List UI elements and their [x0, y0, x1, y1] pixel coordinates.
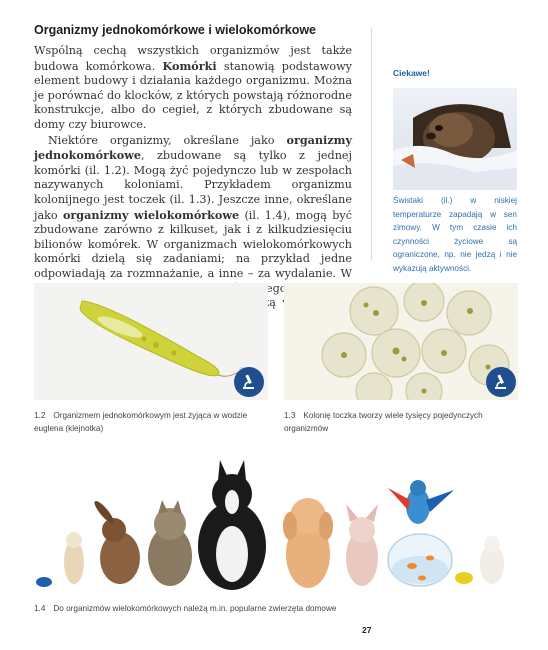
- sidebar-text: Świstaki (il.) w niskiej temperaturze zapadają w sen zimowy. W tym czasie ich czynności życiowe są ograniczone, np. nie jedzą i nie wykazują aktywności.: [393, 196, 517, 273]
- caption-1-4: [34, 603, 518, 616]
- bold-term: organizmy wielokomórkowe: [62, 207, 240, 222]
- caption-text: Organizmem jednokomórkowym jest żyjąca w wodzie euglena (klejnotka): [34, 411, 248, 433]
- caption-number: 1.2: [34, 411, 46, 420]
- page-number: 27: [362, 625, 372, 635]
- bold-term: organizmy jednokomórkowe: [34, 132, 352, 163]
- text-run: Niektóre organizmy, określane jako: [48, 133, 287, 147]
- microscope-icon: [486, 367, 516, 397]
- text-run: (il. 1.4), mogą być zbudowane zarówno z kilkuset, jak i z kilkudziesięciu bilionów komórek. W organizmach wielokomórkowych komórki dzielą się zadaniami; na przykład jedne odpowiadają za rozmnażanie, a inne – za wydalanie. W: [34, 208, 352, 280]
- text-run: Wspólną cechą wszystkich organizmów jest także budowa komórkowa.: [34, 44, 352, 73]
- section-heading: Organizmy jednokomórkowe i wielokomórkowe: [34, 23, 317, 37]
- caption-text: Kolonię toczka tworzy wiele tysięcy pojedynczych organizmów: [284, 411, 483, 433]
- column-divider: [371, 28, 372, 260]
- caption-1-2: [34, 410, 268, 435]
- caption-text: Do organizmów wielokomórkowych należą m.in. popularne zwierzęta domowe: [53, 604, 337, 613]
- text-run: , zbudowane są tylko z jednej komórki (il. 1.2). Mogą żyć pojedynczo lub w zespołach nazywanych koloniami. Przykładem organizmu kolonijnego jest toczek (il. 1.3). Jeszcze inne, określane jako: [34, 149, 352, 222]
- paragraph-1: [34, 44, 352, 133]
- sidebar-title: Ciekawe!: [393, 68, 430, 78]
- pets-photo: [34, 450, 518, 592]
- marmot-photo: [393, 88, 517, 190]
- microscope-icon: [234, 367, 264, 397]
- caption-1-3: [284, 410, 518, 435]
- euglena-photo: [34, 283, 268, 400]
- caption-number: 1.3: [284, 411, 296, 420]
- volvox-photo: [284, 283, 518, 400]
- bold-term: Komórki: [162, 58, 217, 73]
- text-run: stanowią podstawowy element budowy i działania każdego organizmu. Można je porównać do klocków, z których powstają różnorodne konstrukcje, albo do cegieł, z których zbudowane są domy czy biurowce.: [34, 59, 352, 131]
- caption-number: 1.4: [34, 604, 46, 613]
